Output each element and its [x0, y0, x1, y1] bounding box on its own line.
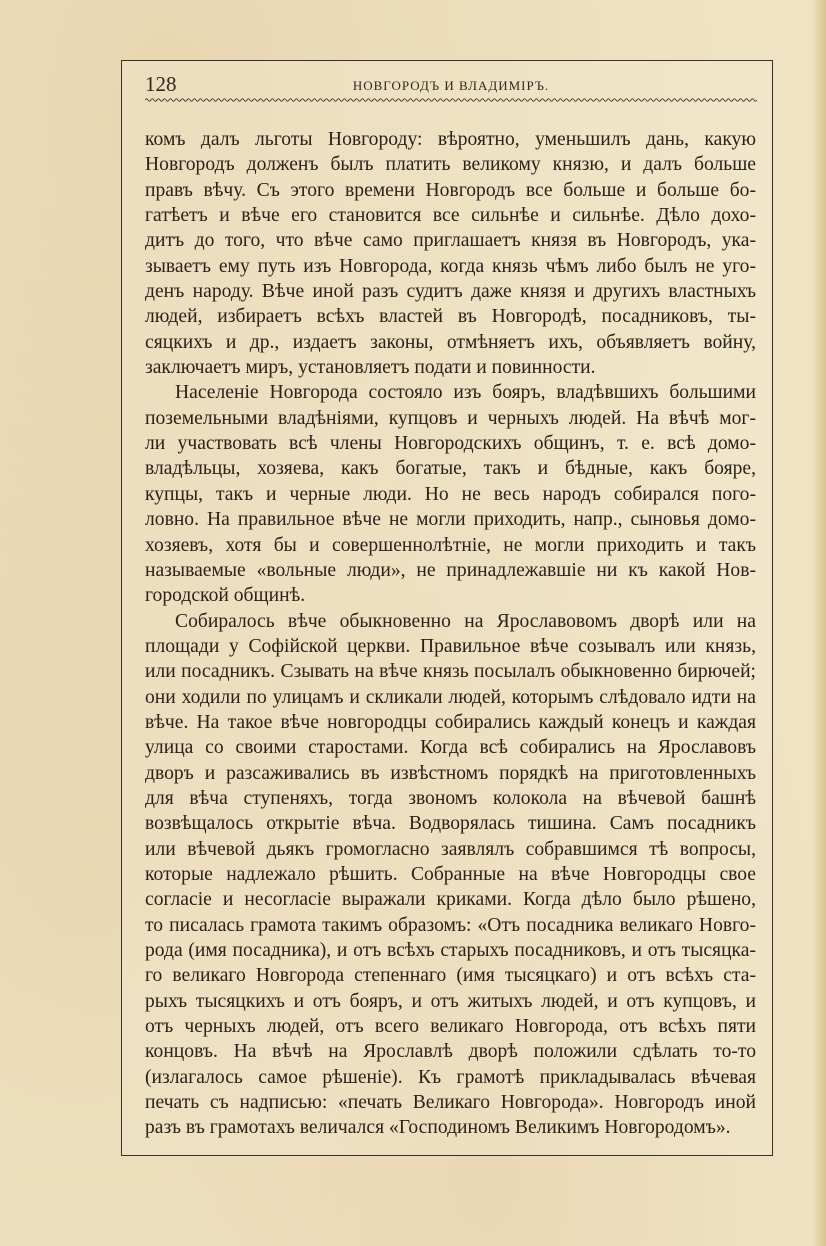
text-line: улица со своими старостами. Когда всѣ собирались на Ярославовъ [145, 737, 756, 759]
text-line: возвѣщалось открытіе вѣча. Водворялась тишина. Самъ посадникъ [145, 813, 756, 835]
text-line: вѣче. На такое вѣче новгородцы собирались каждый конецъ и каждая [145, 711, 756, 733]
text-line: городской общинѣ. [145, 585, 306, 607]
paragraph [145, 127, 756, 380]
text-line: Населеніе Новгорода состояло изъ бояръ, владѣвшихъ большими [175, 382, 756, 404]
running-title: НОВГОРОДЪ И ВЛАДИМІРЪ. [352, 78, 550, 93]
text-line: то писалась грамота такимъ образомъ: «Отъ посадника великаго Новго- [145, 914, 756, 936]
text-line: отъ черныхъ людей, отъ всего великаго Новгорода, отъ всѣхъ пяти [145, 1016, 756, 1038]
text-line: владѣльцы, хозяева, какъ богатые, такъ и бѣдные, какъ бояре, [145, 458, 756, 480]
text-line: комъ далъ льготы Новгороду: вѣроятно, уменьшилъ дань, какую [145, 129, 756, 150]
text-line: поземельными владѣніями, купцовъ и черныхъ людей. На вѣчѣ мог- [145, 407, 756, 429]
page-number: 128 [145, 72, 177, 96]
text-line: площади у Софійской церкви. Правильное вѣче созывалъ или князь, [145, 635, 756, 657]
text-line: денъ народу. Вѣче иной разъ судитъ даже князя и другихъ властныхъ [145, 281, 756, 303]
text-line: согласіе и несогласіе выражали криками. Когда дѣло было рѣшено, [145, 889, 756, 911]
text-line: хозяевъ, хотя бы и совершеннолѣтніе, не могли приходить и такъ [145, 534, 756, 556]
text-line: людей, избираетъ всѣхъ властей въ Новгородѣ, посадниковъ, ты- [145, 306, 756, 328]
text-line: рыхъ тысяцкихъ и отъ бояръ, и отъ житыхъ людей, и отъ купцовъ, и [145, 990, 756, 1012]
text-line: Собиралось вѣче обыкновенно на Ярославовомъ дворѣ или на [175, 610, 756, 632]
text-line: называемые «вольные люди», не принадлежавшіе ни къ какой Нов- [145, 559, 756, 581]
text-line: дитъ до того, что вѣче само приглашаетъ князя въ Новгородъ, ука- [145, 230, 756, 252]
text-line: правъ вѣчу. Съ этого времени Новгородъ все больше и больше бо- [145, 179, 756, 201]
text-line: (излагалось самое рѣшеніе). Къ грамотѣ прикладывалась вѣчевая [145, 1066, 756, 1088]
text-line: дворъ и разсаживались въ извѣстномъ порядкѣ на приготовленныхъ [145, 762, 756, 784]
text-line: сяцкихъ и др., издаетъ законы, отмѣняетъ ихъ, объявляетъ войну, [145, 331, 756, 353]
text-line: ли участвовать всѣ члены Новгородскихъ общинъ, т. е. всѣ домо- [145, 433, 756, 455]
paragraph [145, 380, 756, 608]
text-line: го великаго Новгорода степеннаго (имя тысяцкаго) и отъ всѣхъ ста- [145, 965, 756, 987]
text-line: концовъ. На вѣчѣ на Ярославлѣ дворѣ положили сдѣлать то-то [145, 1041, 756, 1063]
text-line: гатѣетъ и вѣче его становится все сильнѣе и сильнѣе. Дѣло дохо- [145, 205, 756, 227]
text-line: они ходили по улицамъ и скликали людей, которымъ слѣдовало идти на [145, 686, 756, 708]
text-line: для вѣча ступеняхъ, тогда звономъ колокола на вѣчевой башнѣ [145, 787, 756, 809]
text-line: печать съ надписью: «печать Великаго Новгорода». Новгородъ иной [145, 1092, 756, 1114]
body-text [145, 127, 756, 1141]
text-line: или вѣчевой дьякъ громогласно заявлялъ собравшимся тѣ вопросы, [145, 838, 756, 860]
paragraph [145, 609, 756, 1141]
text-line: разъ въ грамотахъ величался «Господиномъ Великимъ Новгородомъ». [145, 1117, 731, 1139]
page-edge-shadow [812, 0, 826, 1246]
text-line: или посадникъ. Сзывать на вѣче князь посылалъ обыкновенно бирючей; [145, 661, 756, 683]
running-head [145, 72, 757, 98]
text-line: купцы, такъ и черные люди. Но не весь народъ собирался пого- [145, 483, 756, 505]
text-line: ловно. На правильное вѣче не могли приходить, напр., сыновья домо- [145, 509, 756, 531]
text-line: Новгородъ долженъ былъ платить великому князю, и далъ больше [145, 154, 756, 176]
text-line: которые надлежало рѣшить. Собранные на вѣче Новгородцы свое [145, 863, 756, 885]
wavy-rule-ornament [145, 96, 757, 104]
text-line: рода (имя посадника), и отъ всѣхъ старыхъ посадниковъ, и отъ тысяцка- [145, 940, 756, 961]
text-line: зываетъ ему путь изъ Новгорода, когда князь чѣмъ либо былъ не уго- [145, 255, 756, 277]
text-line: заключаетъ миръ, установляетъ подати и повинности. [145, 357, 596, 379]
